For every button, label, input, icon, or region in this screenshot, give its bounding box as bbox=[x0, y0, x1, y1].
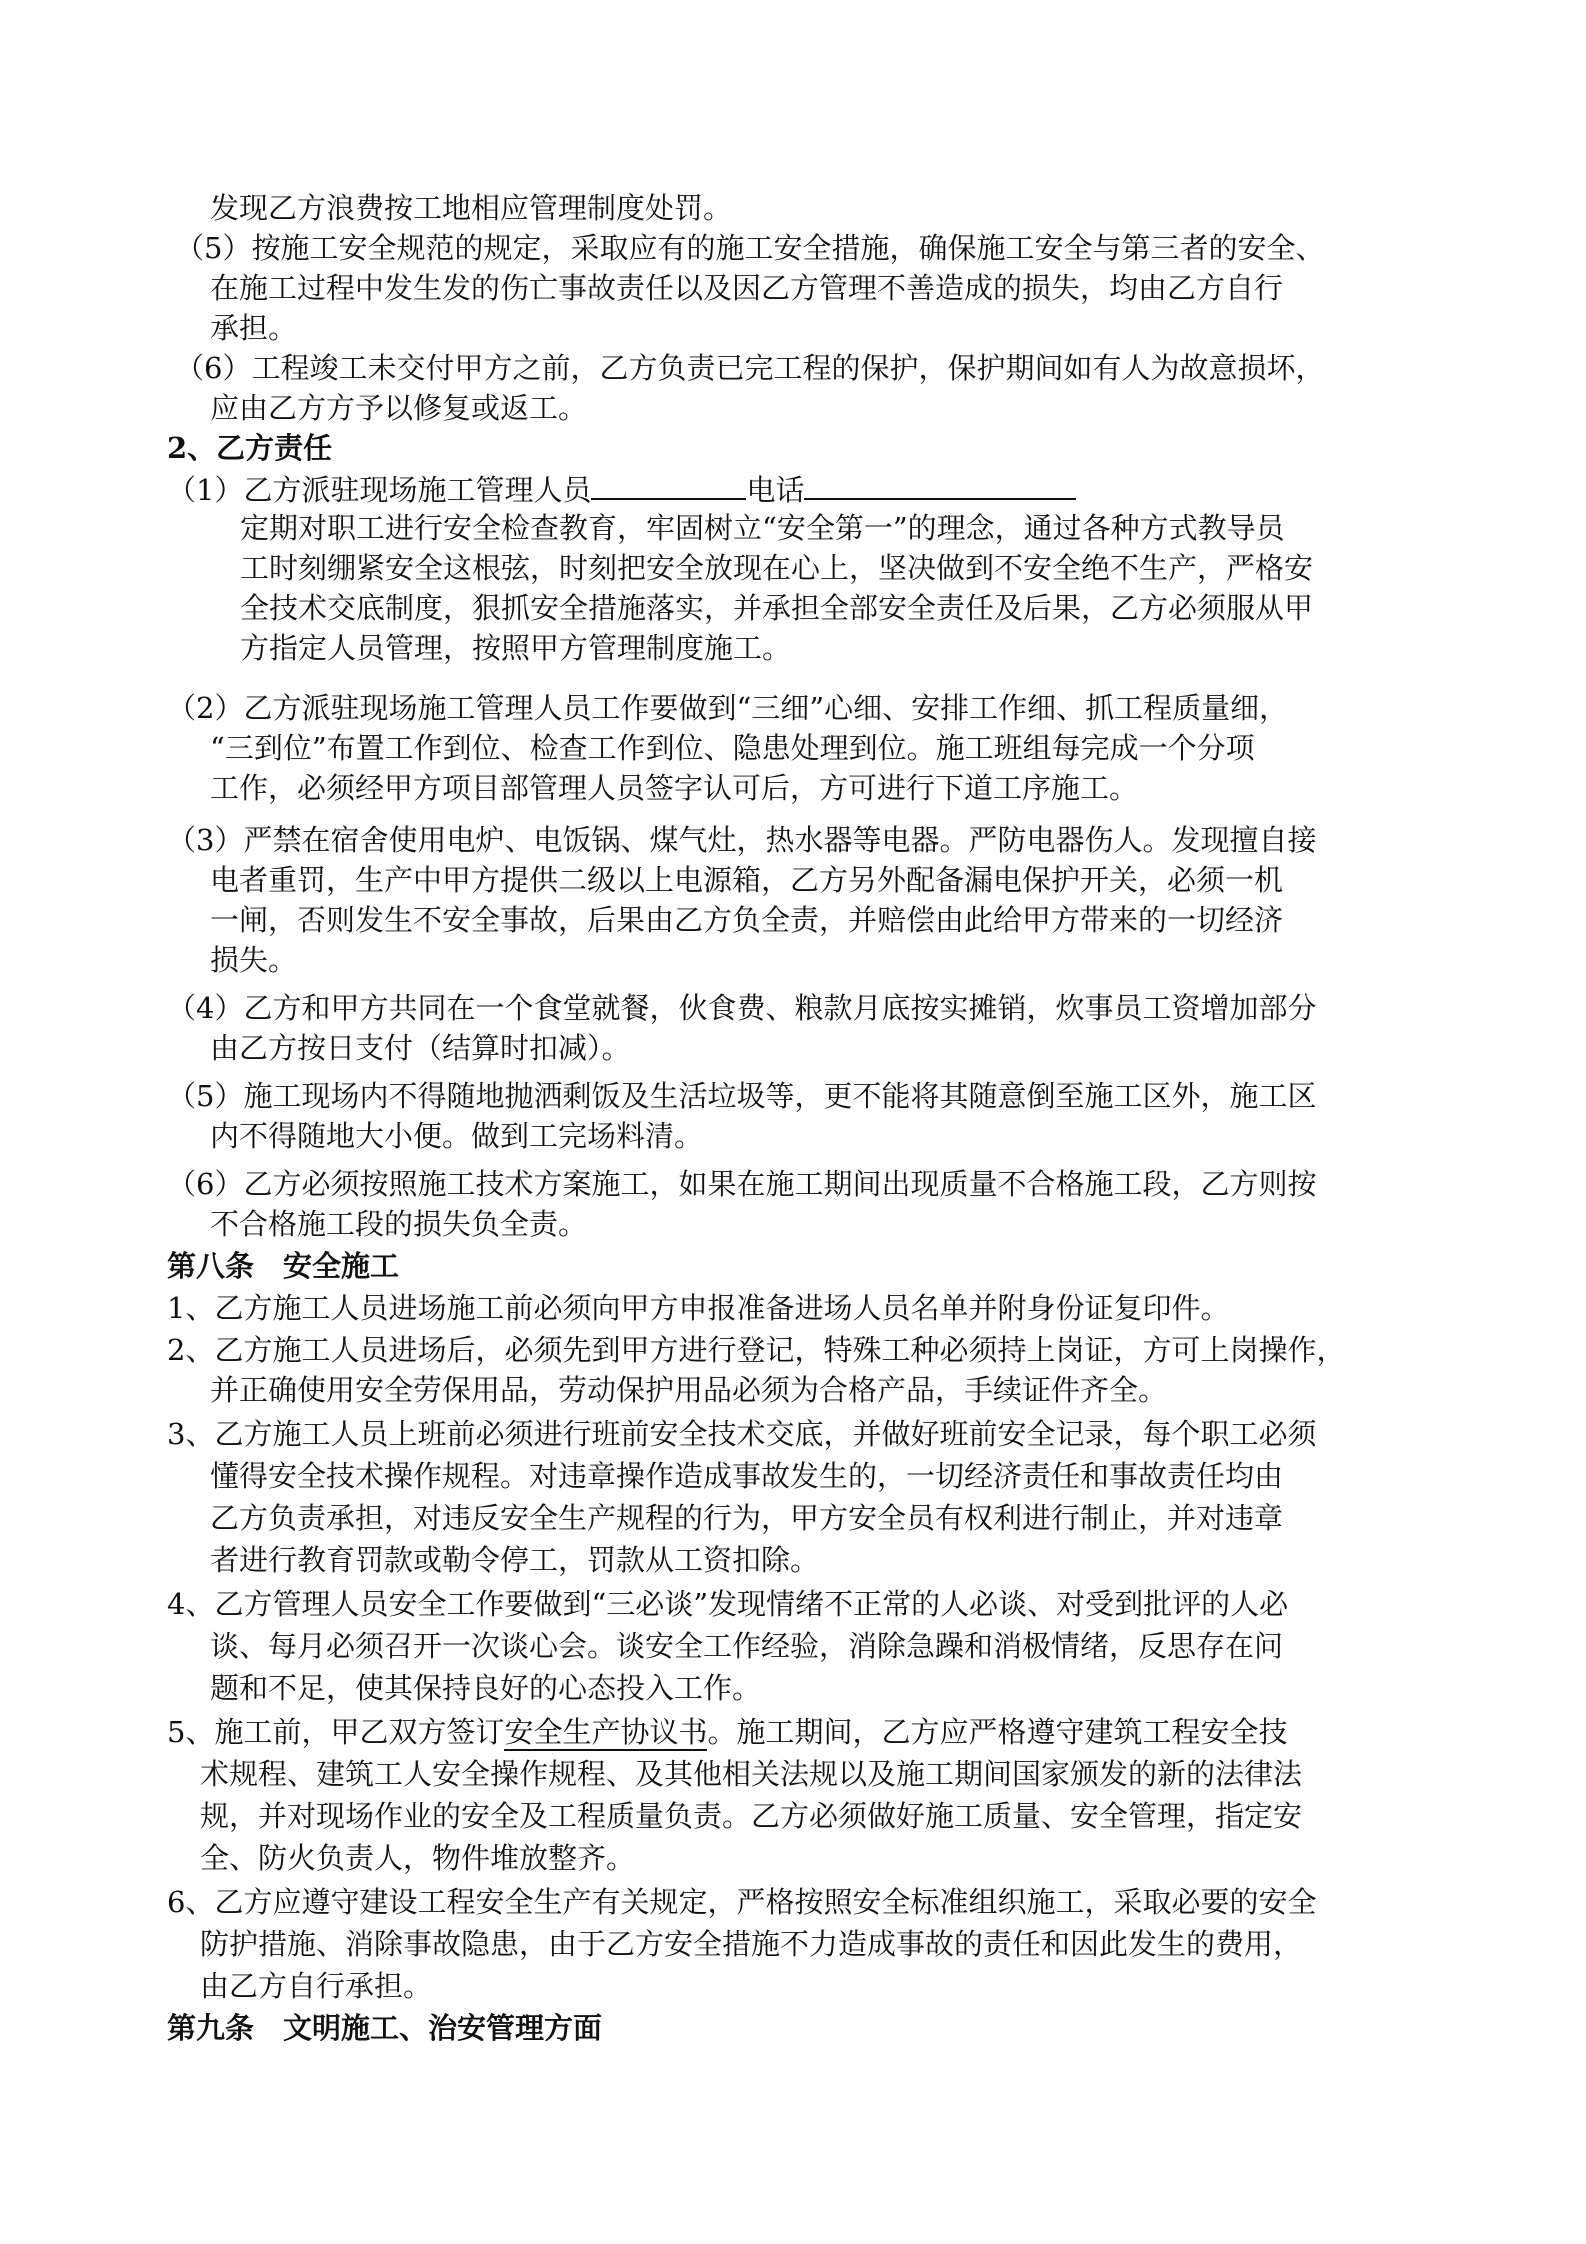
text-line: 乙方负责承担，对违反安全生产规程的行为，甲方安全员有权利进行制止，并对违章 bbox=[210, 1501, 1284, 1535]
text-line-with-blanks bbox=[167, 468, 1076, 508]
text-line: 3、乙方施工人员上班前必须进行班前安全技术交底，并做好班前安全记录，每个职工必须 bbox=[167, 1417, 1317, 1451]
text-line: 定期对职工进行安全检查教育，牢固树立“安全第一”的理念，通过各种方式教导员 bbox=[240, 511, 1285, 545]
text-line: （3）严禁在宿舍使用电炉、电饭锅、煤气灶，热水器等电器。严防电器伤人。发现擅自接 bbox=[167, 823, 1317, 857]
text-line: 不合格施工段的损失负全责。 bbox=[210, 1207, 588, 1241]
text-line: 者进行教育罚款或勒令停工，罚款从工资扣除。 bbox=[210, 1543, 820, 1577]
text-line: 发现乙方浪费按工地相应管理制度处罚。 bbox=[210, 191, 733, 225]
text-line: 全、防火负责人，物件堆放整齐。 bbox=[200, 1841, 636, 1875]
text-line: （5）施工现场内不得随地抛洒剩饭及生活垃圾等，更不能将其随意倒至施工区外，施工区 bbox=[167, 1079, 1317, 1113]
text-segment: 电话 bbox=[746, 473, 805, 507]
text-line: 术规程、建筑工人安全操作规程、及其他相关法规以及施工期间国家颁发的新的法律法 bbox=[200, 1757, 1303, 1791]
text-line: 由乙方自行承担。 bbox=[200, 1969, 433, 2003]
text-line: 一闸，否则发生不安全事故，后果由乙方负全责，并赔偿由此给甲方带来的一切经济 bbox=[210, 903, 1284, 937]
text-line-with-link bbox=[167, 1712, 1287, 1752]
text-line: 方指定人员管理，按照甲方管理制度施工。 bbox=[240, 631, 792, 665]
text-line: 谈、每月必须召开一次谈心会。谈安全工作经验，消除急躁和消极情绪，反思存在问 bbox=[210, 1629, 1284, 1663]
text-line: 工作，必须经甲方项目部管理人员签字认可后，方可进行下道工序施工。 bbox=[210, 771, 1139, 805]
text-line: （6）工程竣工未交付甲方之前，乙方负责已完工程的保护，保护期间如有人为故意损坏， bbox=[175, 351, 1325, 385]
text-line: 由乙方按日支付（结算时扣减）。 bbox=[210, 1031, 631, 1065]
text-line: 2、乙方施工人员进场后，必须先到甲方进行登记，特殊工种必须持上岗证，方可上岗操作， bbox=[167, 1333, 1346, 1367]
text-line: 损失。 bbox=[210, 943, 298, 977]
text-line: 规，并对现场作业的安全及工程质量负责。乙方必须做好施工质量、安全管理，指定安 bbox=[200, 1799, 1303, 1833]
text-line: （6）乙方必须按照施工技术方案施工，如果在施工期间出现质量不合格施工段，乙方则按 bbox=[167, 1167, 1317, 1201]
phone-blank bbox=[804, 468, 1076, 500]
text-line: （4）乙方和甲方共同在一个食堂就餐，伙食费、粮款月底按实摊销，炊事员工资增加部分 bbox=[167, 991, 1317, 1025]
text-line: 1、乙方施工人员进场施工前必须向甲方申报准备进场人员名单并附身份证复印件。 bbox=[167, 1291, 1230, 1325]
text-line: 内不得随地大小便。做到工完场料清。 bbox=[210, 1119, 704, 1153]
text-line: 6、乙方应遵守建设工程安全生产有关规定，严格按照安全标准组织施工，采取必要的安全 bbox=[167, 1885, 1317, 1919]
text-segment: （1）乙方派驻现场施工管理人员 bbox=[167, 473, 592, 507]
text-line: 在施工过程中发生发的伤亡事故责任以及因乙方管理不善造成的损失，均由乙方自行 bbox=[210, 271, 1284, 305]
text-line: 工时刻绷紧安全这根弦，时刻把安全放现在心上，坚决做到不安全绝不生产，严格安 bbox=[240, 551, 1314, 585]
manager-name-blank bbox=[591, 468, 746, 500]
text-line: “三到位”布置工作到位、检查工作到位、隐患处理到位。施工班组每完成一个分项 bbox=[210, 731, 1255, 765]
article-heading: 第八条 安全施工 bbox=[167, 1249, 400, 1283]
text-line: （2）乙方派驻现场施工管理人员工作要做到“三细”心细、安排工作细、抓工程质量细， bbox=[167, 691, 1289, 725]
text-line: 懂得安全技术操作规程。对违章操作造成事故发生的，一切经济责任和事故责任均由 bbox=[210, 1459, 1284, 1493]
section-heading: 2、乙方责任 bbox=[167, 431, 333, 465]
text-line: 承担。 bbox=[210, 311, 298, 345]
text-segment: 5、施工前，甲乙双方签订 bbox=[167, 1715, 505, 1749]
text-line: 并正确使用安全劳保用品，劳动保护用品必须为合格产品，手续证件齐全。 bbox=[210, 1373, 1168, 1407]
text-segment: 。施工期间，乙方应严格遵守建筑工程安全技 bbox=[707, 1715, 1288, 1749]
text-line: 电者重罚，生产中甲方提供二级以上电源箱，乙方另外配备漏电保护开关，必须一机 bbox=[210, 863, 1284, 897]
text-line: 全技术交底制度，狠抓安全措施落实，并承担全部安全责任及后果，乙方必须服从甲 bbox=[240, 591, 1314, 625]
text-line: 应由乙方方予以修复或返工。 bbox=[210, 391, 588, 425]
text-line: （5）按施工安全规范的规定，采取应有的施工安全措施，确保施工安全与第三者的安全、 bbox=[175, 231, 1325, 265]
text-line: 防护措施、消除事故隐患，由于乙方安全措施不力造成事故的责任和因此发生的费用， bbox=[200, 1927, 1303, 1961]
article-heading: 第九条 文明施工、治安管理方面 bbox=[167, 2011, 603, 2045]
text-line: 题和不足，使其保持良好的心态投入工作。 bbox=[210, 1671, 762, 1705]
text-line: 4、乙方管理人员安全工作要做到“三必谈”发现情绪不正常的人必谈、对受到批评的人必 bbox=[167, 1587, 1289, 1621]
agreement-link[interactable]: 安全生产协议书 bbox=[504, 1715, 708, 1749]
